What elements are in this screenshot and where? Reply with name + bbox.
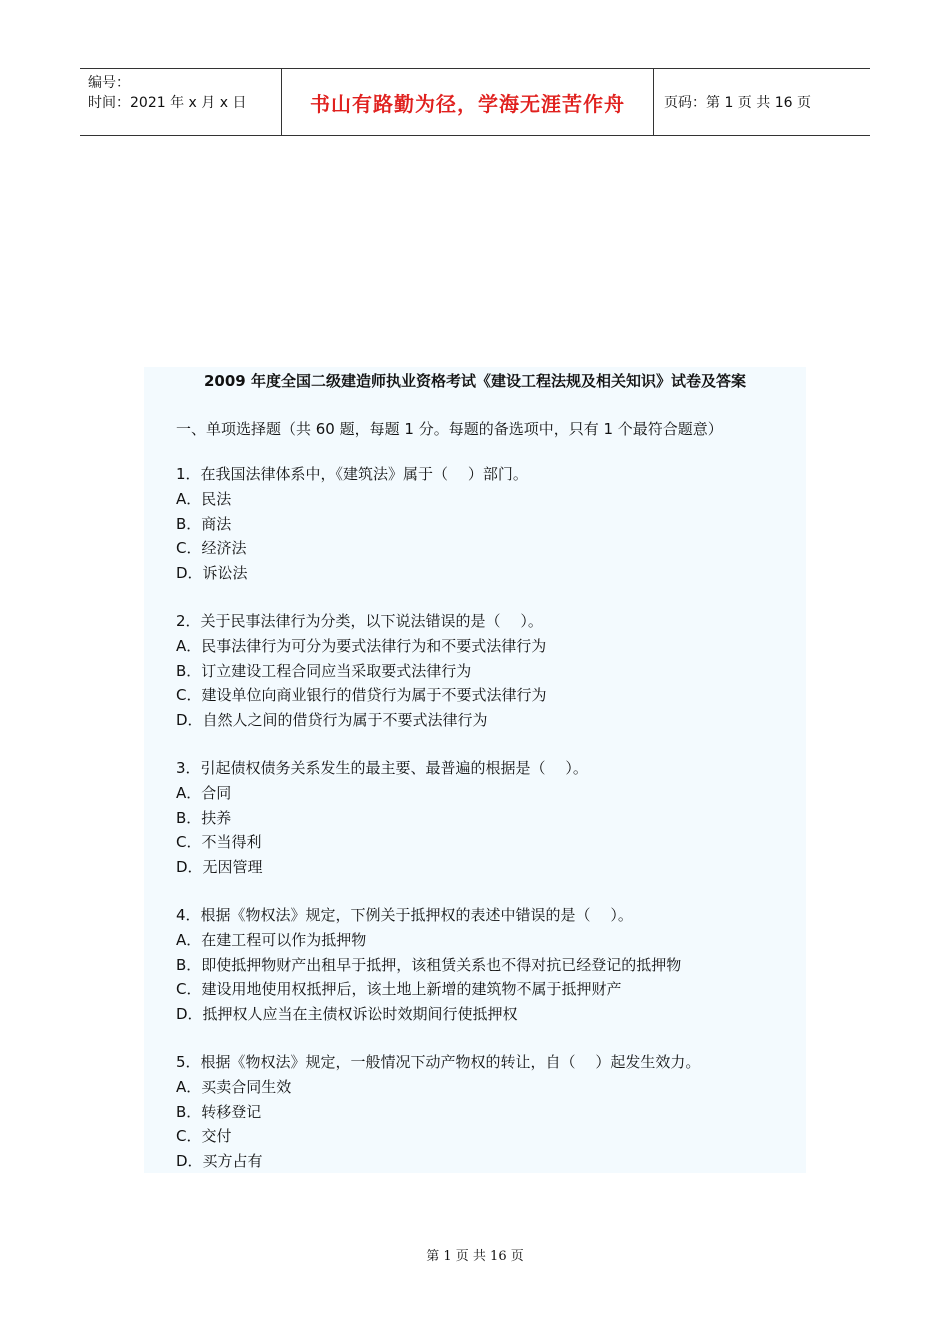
option-b: B．转移登记 bbox=[176, 1102, 262, 1121]
option-a: A．民事法律行为可分为要式法律行为和不要式法律行为 bbox=[176, 636, 547, 655]
option-c: C．交付 bbox=[176, 1127, 232, 1146]
option-b: B．订立建设工程合同应当采取要式法律行为 bbox=[176, 661, 472, 680]
header-motto-cell bbox=[282, 69, 654, 135]
option-b: B．商法 bbox=[176, 514, 232, 533]
option-b: B．即使抵押物财产出租早于抵押，该租赁关系也不得对抗已经登记的抵押物 bbox=[176, 955, 682, 974]
option-a: A．买卖合同生效 bbox=[176, 1077, 292, 1096]
option-d: D．自然人之间的借贷行为属于不要式法律行为 bbox=[176, 711, 488, 730]
question-stem: 1．在我国法律体系中，《建筑法》属于（ ）部门。 bbox=[176, 465, 528, 483]
question-stem: 4．根据《物权法》规定，下例关于抵押权的表述中错误的是（ ）。 bbox=[176, 906, 633, 924]
option-c: C．经济法 bbox=[176, 539, 247, 558]
question-3 bbox=[176, 756, 588, 880]
option-a: A．在建工程可以作为抵押物 bbox=[176, 930, 367, 949]
header-page-info-cell bbox=[654, 69, 870, 135]
question-stem: 2．关于民事法律行为分类，以下说法错误的是（ ）。 bbox=[176, 612, 543, 630]
question-1 bbox=[176, 462, 528, 586]
question-stem: 3．引起债权债务关系发生的最主要、最普遍的根据是（ ）。 bbox=[176, 759, 588, 777]
page-footer: 第 1 页 共 16 页 bbox=[426, 1249, 524, 1264]
document-title: 2009 年度全国二级建造师执业资格考试《建设工程法规及相关知识》试卷及答案 bbox=[204, 372, 746, 390]
section-heading: 一、单项选择题（共 60 题，每题 1 分。每题的备选项中，只有 1 个最符合题意） bbox=[176, 420, 723, 438]
option-c: C．不当得利 bbox=[176, 833, 262, 852]
page-header bbox=[80, 68, 870, 136]
option-d: D．买方占有 bbox=[176, 1152, 263, 1171]
option-c: C．建设用地使用权抵押后，该土地上新增的建筑物不属于抵押财产 bbox=[176, 980, 622, 999]
option-b: B．扶养 bbox=[176, 808, 232, 827]
option-d: D．抵押权人应当在主债权诉讼时效期间行使抵押权 bbox=[176, 1005, 518, 1024]
code-label: 编号： bbox=[88, 75, 130, 91]
header-meta bbox=[80, 69, 282, 135]
question-2 bbox=[176, 609, 546, 733]
option-a: A．民法 bbox=[176, 489, 232, 508]
motto-text: 书山有路勤为径，学海无涯苦作舟 bbox=[310, 91, 625, 116]
page-info: 页码：第 1 页 共 16 页 bbox=[664, 95, 811, 111]
question-stem: 5．根据《物权法》规定，一般情况下动产物权的转让，自（ ）起发生效力。 bbox=[176, 1053, 701, 1071]
option-d: D．无因管理 bbox=[176, 858, 263, 877]
time-label: 时间：2021 年 x 月 x 日 bbox=[88, 95, 247, 111]
option-a: A．合同 bbox=[176, 783, 232, 802]
option-c: C．建设单位向商业银行的借贷行为属于不要式法律行为 bbox=[176, 686, 547, 705]
exam-content bbox=[144, 367, 806, 1173]
question-4 bbox=[176, 903, 681, 1027]
option-d: D．诉讼法 bbox=[176, 564, 248, 583]
question-5 bbox=[176, 1050, 700, 1174]
